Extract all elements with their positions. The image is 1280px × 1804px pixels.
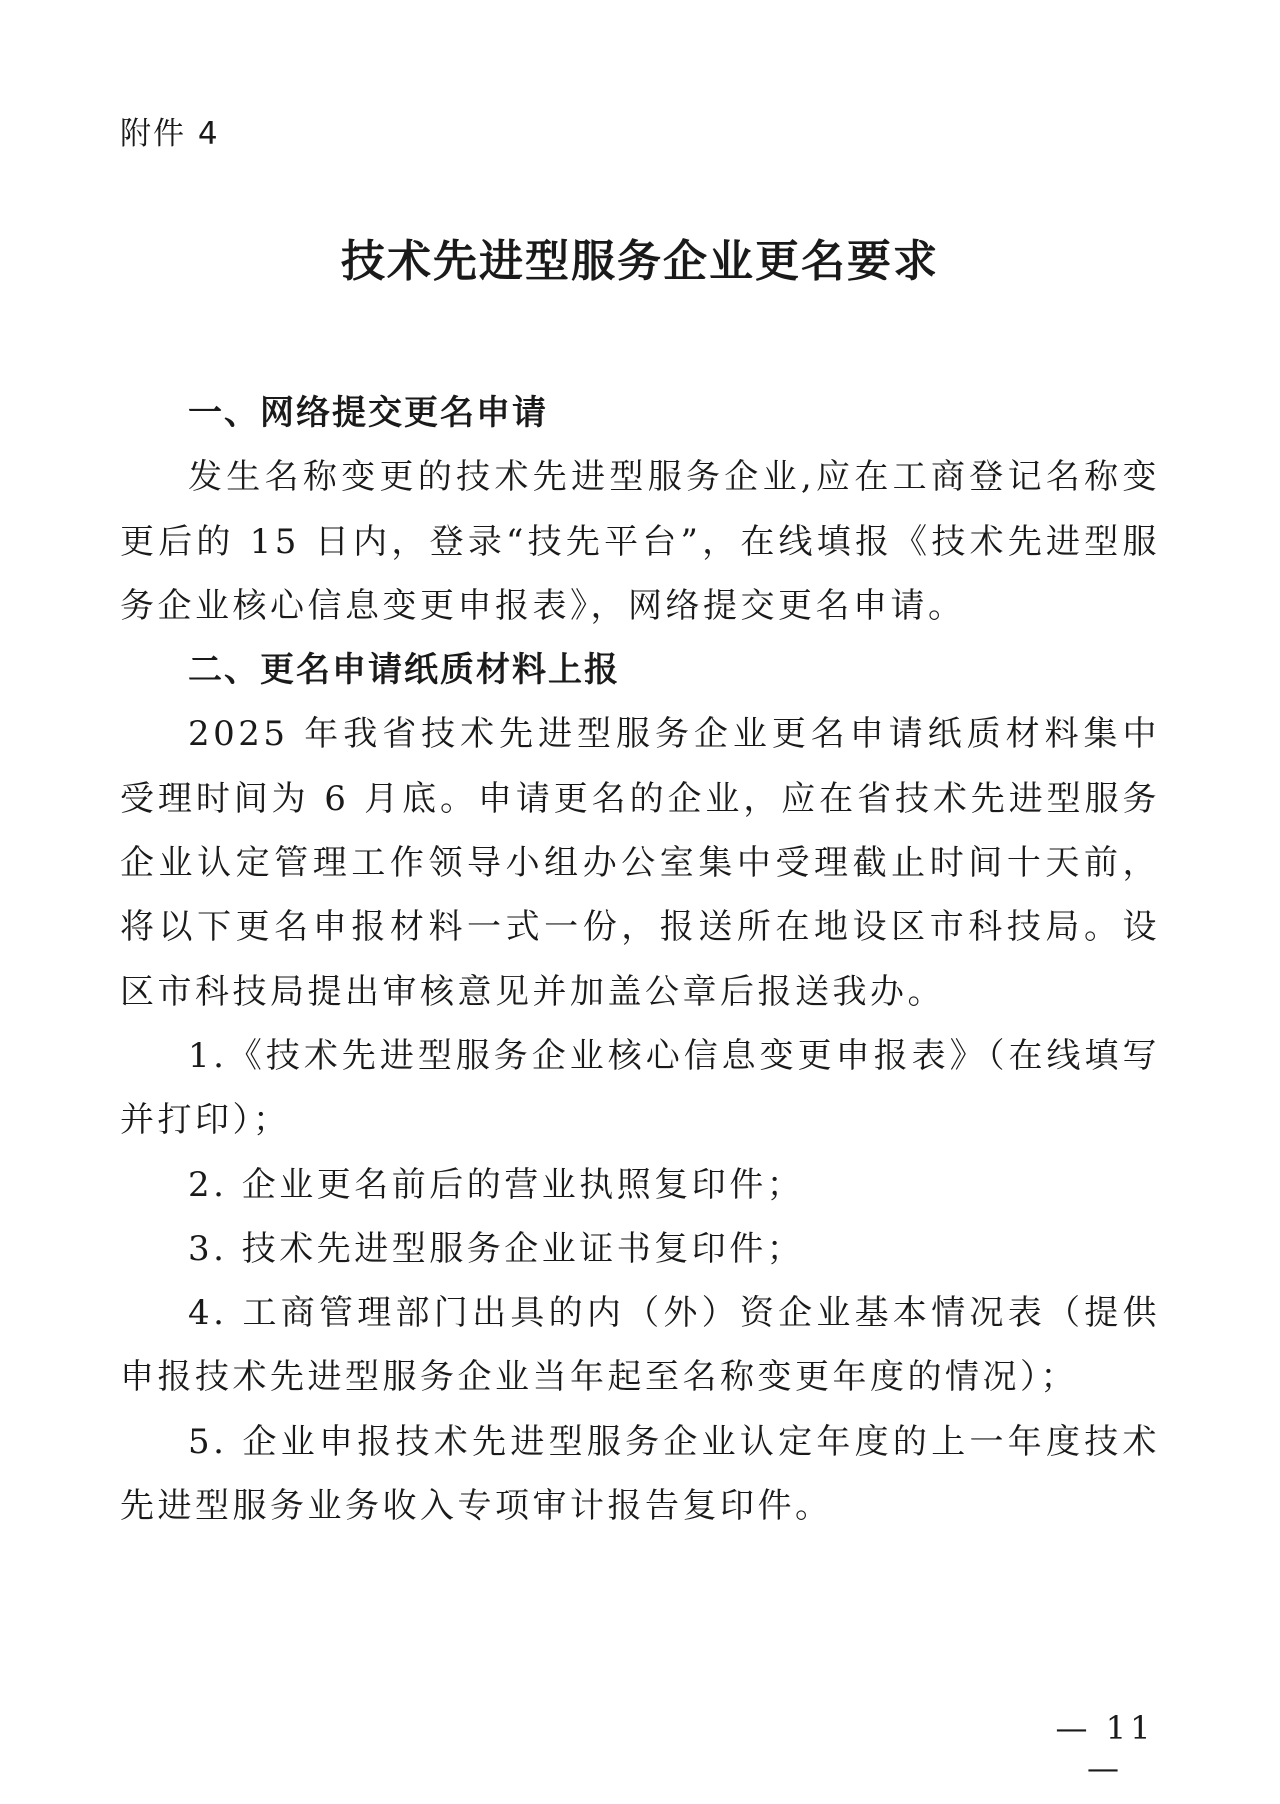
list-item-5: 5. 企业申报技术先进型服务企业认定年度的上一年度技术先进型服务业务收入专项审计报告复印件。 <box>120 1421 1160 1527</box>
paragraph-online-submission: 发生名称变更的技术先进型服务企业,应在工商登记名称变更后的 15 日内，登录“技先平台”，在线填报《技术先进型服务企业核心信息变更申报表》，网络提交更名申请。 <box>120 457 1160 626</box>
page-title: 技术先进型服务企业更名要求 <box>341 236 939 287</box>
attachment-label: 附件 4 <box>120 116 220 152</box>
list-item-1: 1.《技术先进型服务企业核心信息变更申报表》（在线填写并打印）； <box>120 1035 1160 1141</box>
section-heading-online-submission: 一、网络提交更名申请 <box>188 393 548 433</box>
paragraph-paper-materials: 2025 年我省技术先进型服务企业更名申请纸质材料集中受理时间为 6 月底。申请更名的企业，应在省技术先进型服务企业认定管理工作领导小组办公室集中受理截止时间十天前，将以下更名申报材料一式一份，报送所在地设区市科技局。设区市科技局提出审核意见并加盖公章后报送我办。 <box>120 714 1160 1012</box>
page-number: — 11 — <box>1055 1709 1155 1787</box>
list-item-2: 2. 企业更名前后的营业执照复印件； <box>188 1164 805 1205</box>
list-item-3: 3. 技术先进型服务企业证书复印件； <box>188 1228 805 1269</box>
section-heading-paper-materials: 二、更名申请纸质材料上报 <box>188 650 620 691</box>
document-body <box>120 381 1160 1538</box>
list-item-4: 4. 工商管理部门出具的内（外）资企业基本情况表（提供申报技术先进型服务企业当年起至名称变更年度的情况）； <box>120 1293 1160 1398</box>
